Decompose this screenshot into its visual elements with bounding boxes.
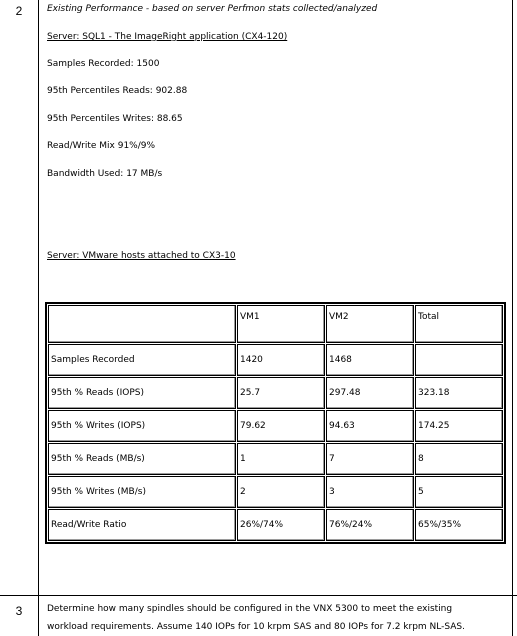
table-row: [48, 443, 503, 475]
bandwidth-used: Bandwidth Used: 17 MB/s: [47, 169, 163, 179]
table-row: [48, 344, 503, 376]
table-cell: 65%/35%: [415, 509, 503, 541]
table-cell: 8: [415, 443, 503, 475]
table-cell: 3: [326, 476, 414, 508]
question-line-2: workload requirements. Assume 140 IOPs for 10 krpm SAS and 80 IOPs for 7.2 krpm NL-SAS.: [47, 622, 466, 632]
table-cell: 5: [415, 476, 503, 508]
table-cell: Samples Recorded: [48, 344, 236, 376]
table-cell: 1: [237, 443, 325, 475]
table-row: [48, 476, 503, 508]
question-line-1: Determine how many spindles should be configured in the VNX 5300 to meet the existing: [47, 604, 453, 614]
header-cell: [48, 305, 236, 343]
table-cell: 297.48: [326, 377, 414, 409]
question-text: [47, 600, 512, 636]
section-heading: Existing Performance - based on server Perfmon stats collected/analyzed: [47, 4, 378, 14]
table-cell: 76%/24%: [326, 509, 414, 541]
table-cell: [415, 344, 503, 376]
table-row: [48, 509, 503, 541]
row-divider: [0, 595, 517, 596]
table-cell: 95th % Writes (MB/s): [48, 476, 236, 508]
percentile-writes: 95th Percentiles Writes: 88.65: [47, 114, 183, 124]
column-divider: [38, 0, 39, 636]
table-row: [48, 377, 503, 409]
table-cell: 79.62: [237, 410, 325, 442]
row-number-2: 2: [15, 4, 23, 18]
table-cell: 94.63: [326, 410, 414, 442]
vm-stats-table: [45, 302, 506, 544]
right-border: [512, 0, 513, 636]
table-cell: 323.18: [415, 377, 503, 409]
server-sql1-title: Server: SQL1 - The ImageRight application (CX4-120): [47, 32, 288, 42]
table-cell: 2: [237, 476, 325, 508]
read-write-mix: Read/Write Mix 91%/9%: [47, 141, 156, 151]
table-row: [48, 410, 503, 442]
row-number-3: 3: [15, 604, 23, 618]
header-cell: VM1: [237, 305, 325, 343]
table-cell: 25.7: [237, 377, 325, 409]
table-cell: 1420: [237, 344, 325, 376]
samples-recorded: Samples Recorded: 1500: [47, 59, 160, 69]
table-cell: 1468: [326, 344, 414, 376]
header-cell: VM2: [326, 305, 414, 343]
table-cell: 95th % Writes (IOPS): [48, 410, 236, 442]
table-cell: 26%/74%: [237, 509, 325, 541]
table-cell: 95th % Reads (IOPS): [48, 377, 236, 409]
table-cell: 174.25: [415, 410, 503, 442]
percentile-reads: 95th Percentiles Reads: 902.88: [47, 86, 188, 96]
table-cell: 95th % Reads (MB/s): [48, 443, 236, 475]
header-cell: Total: [415, 305, 503, 343]
server-vmware-title: Server: VMware hosts attached to CX3-10: [47, 251, 236, 261]
table-header-row: [48, 305, 503, 343]
table-cell: Read/Write Ratio: [48, 509, 236, 541]
table-cell: 7: [326, 443, 414, 475]
